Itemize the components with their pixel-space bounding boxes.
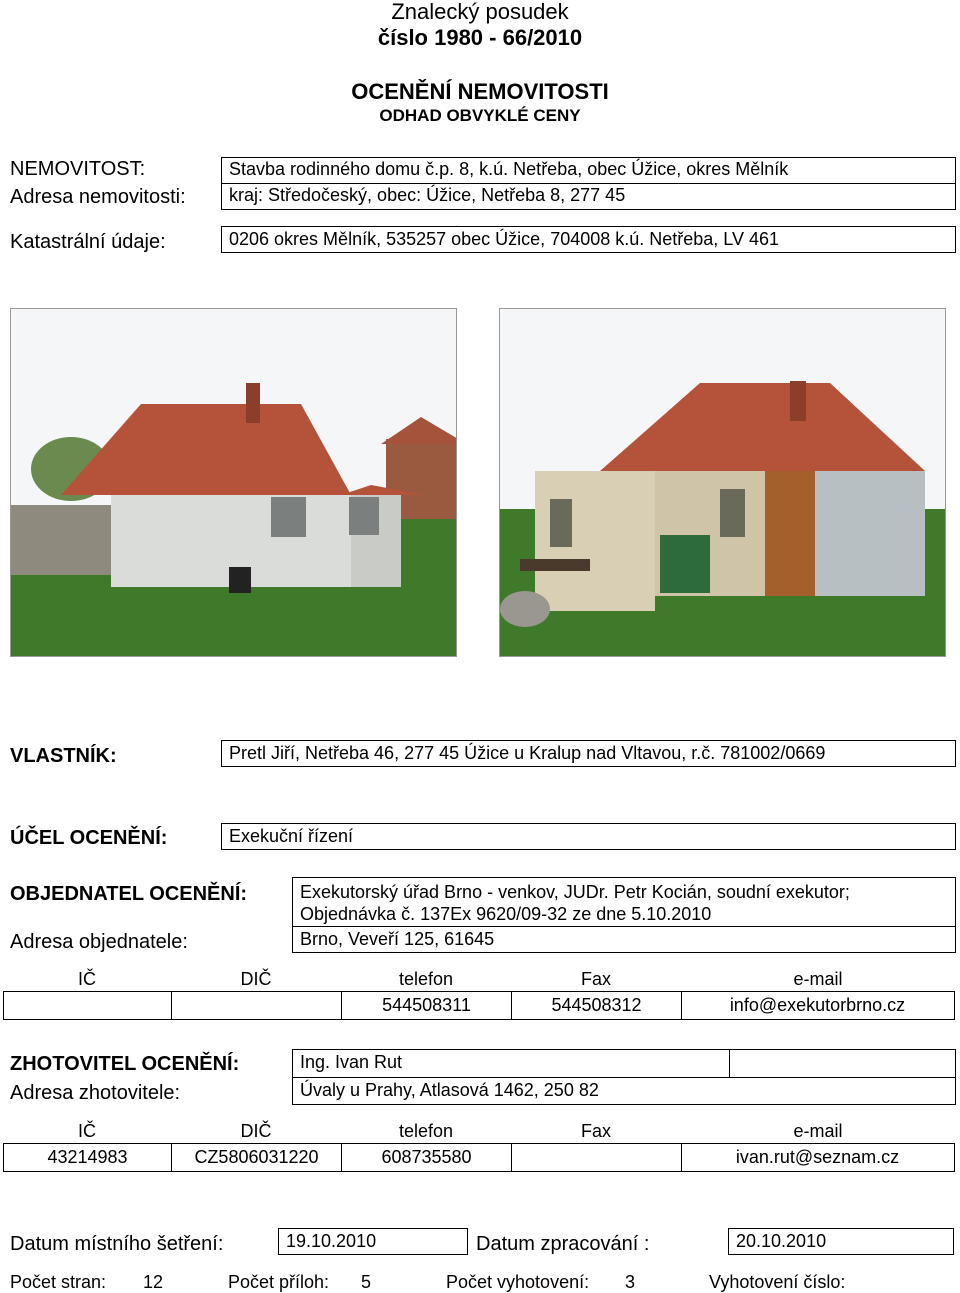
cadastre-label: Katastrální údaje: — [10, 231, 166, 253]
pages-count-value: 12 — [143, 1272, 164, 1292]
copies-count-label: Počet vyhotovení: — [446, 1272, 590, 1292]
orderer-dic — [172, 992, 342, 1019]
author-dic: CZ5806031220 — [172, 1144, 342, 1171]
orderer-ic — [4, 992, 172, 1019]
author-label: ZHOTOVITEL OCENĚNÍ: — [10, 1053, 240, 1075]
orderer-value — [292, 877, 956, 926]
valuation-title: OCENĚNÍ NEMOVITOSTI — [351, 79, 609, 104]
author-name-extra — [729, 1049, 956, 1077]
author-fax-header: Fax — [580, 1121, 611, 1141]
document-number: číslo 1980 - 66/2010 — [377, 25, 583, 50]
orderer-email-header: e-mail — [793, 969, 843, 989]
purpose-label: ÚČEL OCENĚNÍ: — [10, 827, 168, 849]
orderer-dic-header: DIČ — [240, 969, 272, 989]
valuation-subtitle: ODHAD OBVYKLÉ CENY — [379, 106, 581, 125]
orderer-line-2: Objednávka č. 137Ex 9620/09-32 ze dne 5.10.2010 — [300, 904, 712, 924]
processed-date-label: Datum zpracování : — [476, 1233, 650, 1255]
annex-count-value: 5 — [361, 1272, 372, 1292]
orderer-address-label: Adresa objednatele: — [10, 931, 188, 953]
orderer-email: info@exekutorbrno.cz — [729, 995, 906, 1015]
owner-value: Pretl Jiří, Netřeba 46, 277 45 Úžice u Kralup nad Vltavou, r.č. 781002/0669 — [221, 740, 956, 767]
property-address-value: kraj: Středočeský, obec: Úžice, Netřeba 8, 277 45 — [221, 183, 956, 210]
author-address-value: Úvaly u Prahy, Atlasová 1462, 250 82 — [292, 1077, 956, 1105]
house-photo-left — [10, 308, 457, 657]
orderer-fax: 544508312 — [512, 992, 682, 1019]
author-email: ivan.rut@seznam.cz — [735, 1147, 900, 1167]
orderer-ic-header: IČ — [78, 969, 96, 989]
orderer-fax-header: Fax — [580, 969, 611, 989]
property-address-label: Adresa nemovitosti: — [10, 186, 186, 208]
pages-count-label: Počet stran: — [10, 1272, 107, 1292]
orderer-phone: 544508311 — [342, 992, 512, 1019]
author-contact-table — [3, 1143, 955, 1172]
processed-date-value: 20.10.2010 — [728, 1228, 954, 1255]
house-photo-right — [499, 308, 946, 657]
property-label: NEMOVITOST: — [10, 158, 146, 180]
survey-date-value: 19.10.2010 — [278, 1228, 468, 1255]
owner-label: VLASTNÍK: — [10, 745, 117, 767]
author-ic-header: IČ — [78, 1121, 96, 1141]
orderer-contact-table — [3, 991, 955, 1020]
author-dic-header: DIČ — [240, 1121, 272, 1141]
author-phone: 608735580 — [342, 1144, 512, 1171]
property-value: Stavba rodinného domu č.p. 8, k.ú. Netřeba, obec Úžice, okres Mělník — [221, 157, 956, 183]
cadastre-value: 0206 okres Mělník, 535257 obec Úžice, 704008 k.ú. Netřeba, LV 461 — [221, 226, 956, 253]
orderer-label: OBJEDNATEL OCENĚNÍ: — [10, 883, 248, 905]
author-phone-header: telefon — [398, 1121, 454, 1141]
house-photo-left-image — [11, 309, 457, 657]
author-address-label: Adresa zhotovitele: — [10, 1082, 181, 1104]
annex-count-label: Počet příloh: — [228, 1272, 330, 1292]
copy-number-label: Vyhotovení číslo: — [709, 1272, 846, 1292]
orderer-address-value: Brno, Veveří 125, 61645 — [292, 926, 956, 953]
survey-date-label: Datum místního šetření: — [10, 1233, 224, 1255]
purpose-value: Exekuční řízení — [221, 823, 956, 850]
author-email-header: e-mail — [793, 1121, 843, 1141]
author-fax — [512, 1144, 682, 1171]
orderer-line-1: Exekutorský úřad Brno - venkov, JUDr. Petr Kocián, soudní exekutor; — [300, 882, 850, 902]
orderer-phone-header: telefon — [398, 969, 454, 989]
author-name: Ing. Ivan Rut — [292, 1049, 730, 1077]
document-type: Znalecký posudek — [391, 0, 569, 24]
house-photo-right-image — [500, 309, 946, 657]
copies-count-value: 3 — [625, 1272, 636, 1292]
author-ic: 43214983 — [4, 1144, 172, 1171]
